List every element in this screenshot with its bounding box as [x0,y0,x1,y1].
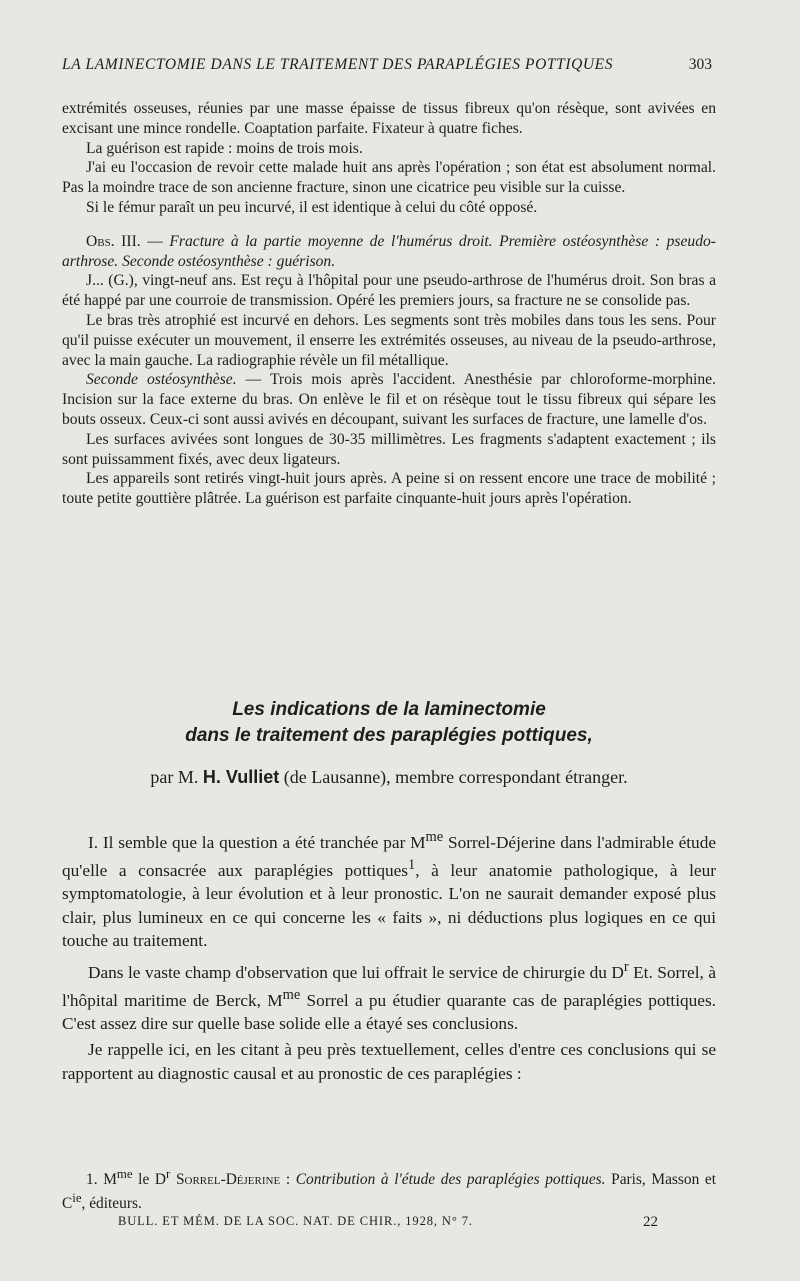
paragraph: Les appareils sont retirés vingt-huit jours après. A peine si on ressent encore une trace de mobilité ; toute petite gouttière plâtrée. La guérison est parfaite cinquante-huit jours après l'opération. [62,470,716,508]
footnote-title: Contribution à l'étude des paraplégies pottiques. [295,1171,606,1189]
paragraph: extrémités osseuses, réunies par une masse épaisse de tissus fibreux qu'on résèque, sont avivées en excisant une mince rondelle. Coaptation parfaite. Fixateur à quatre fiches. [62,100,716,137]
paragraph: J'ai eu l'occasion de revoir cette malade huit ans après l'opération ; son état est absolument normal. Pas la moindre trace de son ancienne fracture, sinon une cicatrice peu visible sur la cuisse. [62,159,716,197]
observation-title: Fracture à la partie moyenne de l'humérus droit. Première ostéosynthèse : pseudo-arthrose. Seconde ostéosynthèse : guérison. [62,232,716,270]
article-byline: par M. H. Vulliet (de Lausanne), membre correspondant étranger. [150,767,628,787]
paragraph: J... (G.), vingt-neuf ans. Est reçu à l'hôpital pour une pseudo-arthrose de l'humérus droit. Son bras a été happé par une courroie de transmission. Opéré les premiers jours, sa fracture ne se consolide pas. [62,272,716,310]
paragraph: La guérison est rapide : moins de trois mois. [86,139,363,157]
observation-continuation [62,99,716,509]
footnote-author: Sorrel-Déjerine [175,1171,281,1189]
inline-subheading: Seconde ostéosynthèse. [86,371,237,389]
running-head [62,56,712,74]
observation-heading: Obs. III. — Fracture à la partie moyenne de l'humérus droit. Première ostéosynthèse : pseudo-arthrose. Seconde ostéosynthèse : guérison. [62,232,716,270]
paragraph: Les surfaces avivées sont longues de 30-35 millimètres. Les fragments s'adaptent exactement ; ils sont puissamment fixés, avec deux ligateurs. [62,430,716,468]
paragraph: Si le fémur paraît un peu incurvé, il est identique à celui du côté opposé. [86,198,538,216]
running-head-title: LA LAMINECTOMIE DANS LE TRAITEMENT DES PARAPLÉGIES POTTIQUES [62,56,614,73]
author-name: H. Vulliet [202,767,280,787]
page-number: 303 [688,56,712,73]
observation-label: Obs. III. [86,232,141,250]
footer-citation: BULL. ET MÉM. DE LA SOC. NAT. DE CHIR., 1928, N° 7. [118,1214,473,1228]
footnote: 1. $M^{me}$ le $D^r$ Sorrel-Déjerine : Contribution à l'étude des paraplégies pottiques. Paris, Masson et $C^{ie}$, éditeurs. [62,1167,717,1213]
footnote-ref: 1 [408,857,416,874]
article-body [62,826,716,1085]
paragraph: Le bras très atrophié est incurvé en dehors. Les segments sont très mobiles dans tous les sens. Pour qu'il puisse exécuter un mouvement, il enserre les extrémités osseuses, au niveau de la pseudo-arthrose, avec la main gauche. La radiographie révèle un fil métallique. [62,311,716,369]
paragraph: I. Il semble que la question a été tranchée par $M^{me}$ Sorrel-Déjerine dans l'admirable étude qu'elle a consacrée aux paraplégies pottiques$^1$, à leur anatomie pathologique, à leur symptomatologie, à leur évolution et à leur pronostic. L'on ne saurait demander exposé plus clair, plus lumineux en ce qui concerne les « faits », ni déductions plus logiques en ce qui touche au traitement. [62,829,716,951]
paragraph: Je rappelle ici, en les citant à peu près textuellement, celles d'entre ces conclusions qui se rapportent au diagnostic causal et au pronostic de ces paraplégies : [62,1040,716,1083]
paragraph: Seconde ostéosynthèse. — Trois mois après l'accident. Anesthésie par chloroforme-morphine. Incision sur la face externe du bras. On enlève le fil et on résèque tout le tissu fibreux qui sépare les bouts osseux. Ceux-ci sont aussi avivés en découpant, suivant les surfaces de fracture, une lamelle d'os. [62,371,716,428]
page-footer [118,1214,658,1231]
paragraph: Dans le vaste champ d'observation que lui offrait le service de chirurgie du $D^r$ Et. Sorrel, à l'hôpital maritime de Berck, $M^{me}$ Sorrel a pu étudier quarante cas de paraplégies pottiques. C'est assez dire sur quelle base solide elle a étayé ses conclusions. [62,958,716,1033]
article-title: Les indications de la laminectomie dans le traitement des paraplégies pottiques, [185,699,593,746]
signature-number: 22 [643,1214,658,1230]
